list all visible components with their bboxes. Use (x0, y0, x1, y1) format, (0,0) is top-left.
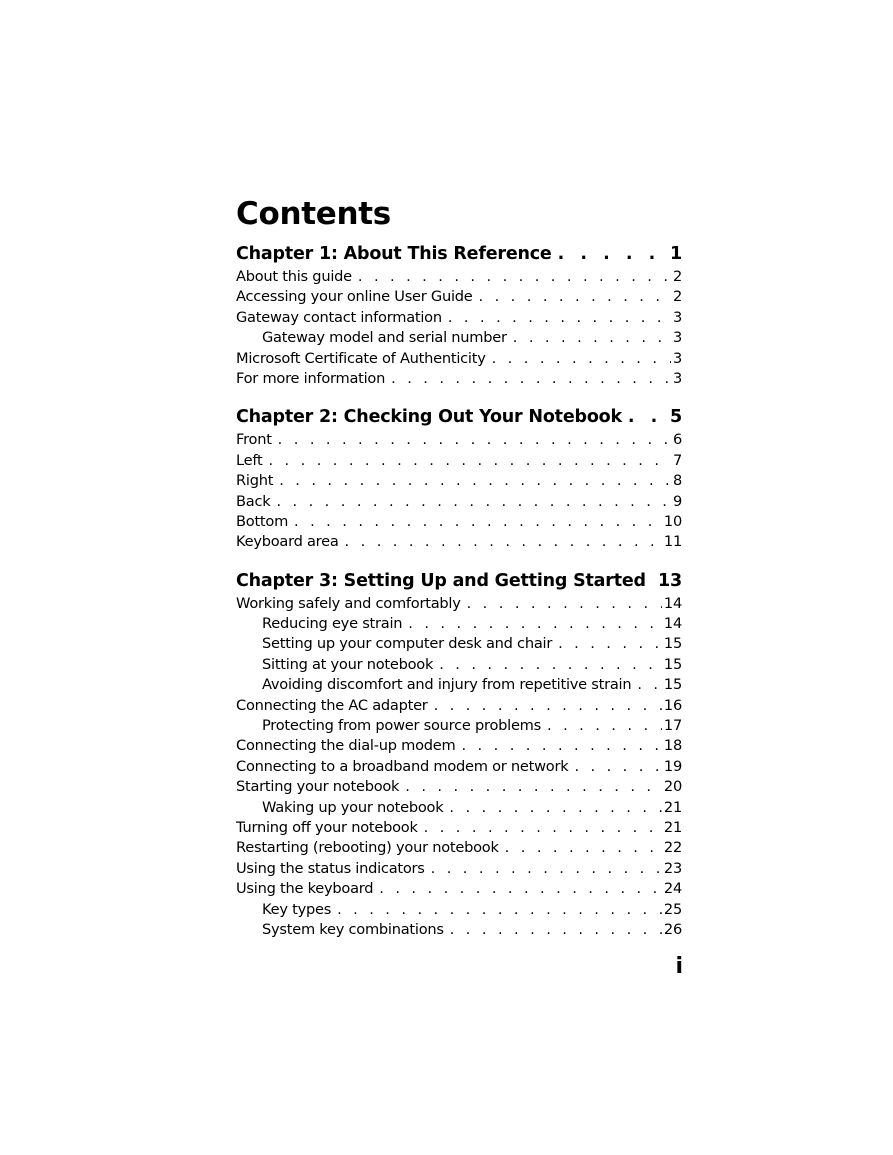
entry-page-number: 15 (663, 676, 682, 694)
toc-entry[interactable] (236, 859, 682, 879)
toc-entry[interactable] (236, 594, 682, 614)
entry-title: Gateway contact information (236, 308, 442, 326)
dot-leader (331, 900, 662, 920)
dot-leader (568, 757, 661, 777)
entry-title: Reducing eye strain (262, 615, 403, 633)
entry-page-number: 15 (663, 655, 682, 673)
entry-page-number: 21 (663, 818, 682, 836)
toc-subentry[interactable] (236, 655, 682, 675)
toc-entry[interactable] (236, 369, 682, 389)
chapter-section (236, 568, 682, 941)
toc-entry[interactable] (236, 736, 682, 756)
dot-leader (385, 369, 671, 389)
entry-page-number: 10 (663, 512, 682, 530)
entry-title: Protecting from power source problems (262, 717, 541, 735)
entry-title: System key combinations (262, 920, 444, 938)
toc-entry[interactable] (236, 532, 682, 552)
entry-page-number: 23 (663, 859, 682, 877)
toc-entry[interactable] (236, 430, 682, 450)
dot-leader (486, 349, 671, 369)
entry-page-number: 2 (672, 288, 682, 306)
entry-page-number: 26 (663, 920, 682, 938)
entry-title: Key types (262, 900, 332, 918)
dot-leader (433, 655, 662, 675)
chapter-section (236, 241, 682, 389)
dot-leader (552, 634, 662, 654)
table-of-contents (236, 195, 682, 940)
toc-entry[interactable] (236, 696, 682, 716)
entry-title: Sitting at your notebook (262, 655, 434, 673)
entry-page-number: 15 (663, 635, 682, 653)
toc-entry[interactable] (236, 757, 682, 777)
chapter-title: Chapter 3: Setting Up and Getting Started (236, 570, 646, 591)
entry-title: Gateway model and serial number (262, 329, 507, 347)
dot-leader (428, 696, 662, 716)
entry-page-number: 3 (672, 329, 682, 347)
entry-page-number: 6 (672, 431, 682, 449)
dot-leader (352, 267, 671, 287)
entry-page-number: 25 (663, 900, 682, 918)
dot-leader (541, 716, 662, 736)
entry-title: Restarting (rebooting) your notebook (236, 839, 499, 857)
entry-title: Avoiding discomfort and injury from repetitive strain (262, 676, 632, 694)
toc-entry[interactable] (236, 777, 682, 797)
dot-leader (442, 308, 671, 328)
entry-title: Setting up your computer desk and chair (262, 635, 553, 653)
toc-subentry[interactable] (236, 900, 682, 920)
dot-leader (272, 430, 671, 450)
dot-leader (273, 471, 671, 491)
entry-title: Using the status indicators (236, 859, 425, 877)
toc-subentry[interactable] (236, 634, 682, 654)
toc-subentry[interactable] (236, 328, 682, 348)
entry-page-number: 9 (672, 492, 682, 510)
entry-title: Turning off your notebook (236, 818, 418, 836)
chapter-page-number: 1 (670, 244, 682, 264)
toc-entry[interactable] (236, 451, 682, 471)
chapter-section (236, 404, 682, 552)
dot-leader (425, 859, 662, 879)
entry-page-number: 17 (663, 717, 682, 735)
toc-entry[interactable] (236, 471, 682, 491)
toc-subentry[interactable] (236, 920, 682, 940)
dot-leader (444, 920, 662, 940)
entry-title: Connecting to a broadband modem or network (236, 757, 569, 775)
chapter-heading[interactable] (236, 241, 682, 267)
chapter-page-number: 5 (670, 407, 682, 428)
toc-entry[interactable] (236, 512, 682, 532)
chapter-page-number: 13 (658, 570, 682, 591)
dot-leader (402, 614, 662, 634)
toc-entry[interactable] (236, 879, 682, 899)
dot-leader (507, 328, 671, 348)
toc-subentry[interactable] (236, 675, 682, 695)
entry-title: Back (236, 492, 271, 510)
entry-page-number: 7 (672, 451, 682, 469)
dot-leader (622, 404, 664, 430)
dot-leader (552, 241, 664, 267)
entry-page-number: 18 (663, 737, 682, 755)
page-title: Contents (236, 196, 391, 232)
entry-page-number: 8 (672, 472, 682, 490)
entry-title: Right (236, 472, 274, 490)
entry-title: Microsoft Certificate of Authenticity (236, 349, 486, 367)
entry-page-number: 16 (663, 696, 682, 714)
entry-title: For more information (236, 369, 386, 387)
dot-leader (288, 512, 662, 532)
dot-leader (270, 492, 671, 512)
chapter-title: Chapter 2: Checking Out Your Notebook (236, 407, 622, 428)
dot-leader (262, 451, 670, 471)
dot-leader (373, 879, 662, 899)
toc-subentry[interactable] (236, 798, 682, 818)
entry-page-number: 21 (663, 798, 682, 816)
entry-title: Keyboard area (236, 533, 339, 551)
entry-title: Using the keyboard (236, 880, 374, 898)
entry-title: Working safely and comfortably (236, 594, 461, 612)
chapter-title: Chapter 1: About This Reference (236, 244, 552, 264)
toc-entry[interactable] (236, 308, 682, 328)
dot-leader (418, 818, 662, 838)
entry-page-number: 3 (672, 369, 682, 387)
dot-leader (631, 675, 662, 695)
dot-leader (339, 532, 662, 552)
dot-leader (455, 736, 661, 756)
dot-leader (399, 777, 662, 797)
entry-title: Connecting the AC adapter (236, 696, 428, 714)
entry-page-number: 2 (672, 268, 682, 285)
entry-title: Bottom (236, 512, 289, 530)
chapter-heading[interactable] (236, 568, 682, 594)
dot-leader (443, 798, 662, 818)
toc-entry[interactable] (236, 349, 682, 369)
dot-leader (473, 287, 671, 307)
toc-entry[interactable] (236, 492, 682, 512)
toc-entry[interactable] (236, 818, 682, 838)
entry-title: Starting your notebook (236, 778, 400, 796)
toc-entry[interactable] (236, 838, 682, 858)
entry-title: Left (236, 451, 263, 469)
entry-title: Front (236, 431, 272, 449)
entry-page-number: 22 (663, 839, 682, 857)
page-folio: i (675, 954, 683, 979)
entry-title: About this guide (236, 268, 352, 285)
entry-title: Waking up your notebook (262, 798, 444, 816)
toc-entry[interactable] (236, 287, 682, 307)
entry-page-number: 20 (663, 778, 682, 796)
entry-page-number: 11 (663, 533, 682, 551)
entry-page-number: 3 (672, 349, 682, 367)
entry-page-number: 14 (663, 615, 682, 633)
toc-subentry[interactable] (236, 614, 682, 634)
entry-page-number: 14 (663, 594, 682, 612)
toc-subentry[interactable] (236, 716, 682, 736)
toc-entry[interactable] (236, 267, 682, 287)
chapter-list (236, 241, 682, 940)
entry-page-number: 3 (672, 308, 682, 326)
entry-title: Connecting the dial-up modem (236, 737, 456, 755)
entry-title: Accessing your online User Guide (236, 288, 473, 306)
entry-page-number: 19 (663, 757, 682, 775)
chapter-heading[interactable] (236, 404, 682, 430)
dot-leader (499, 838, 662, 858)
entry-page-number: 24 (663, 880, 682, 898)
dot-leader (461, 594, 662, 614)
